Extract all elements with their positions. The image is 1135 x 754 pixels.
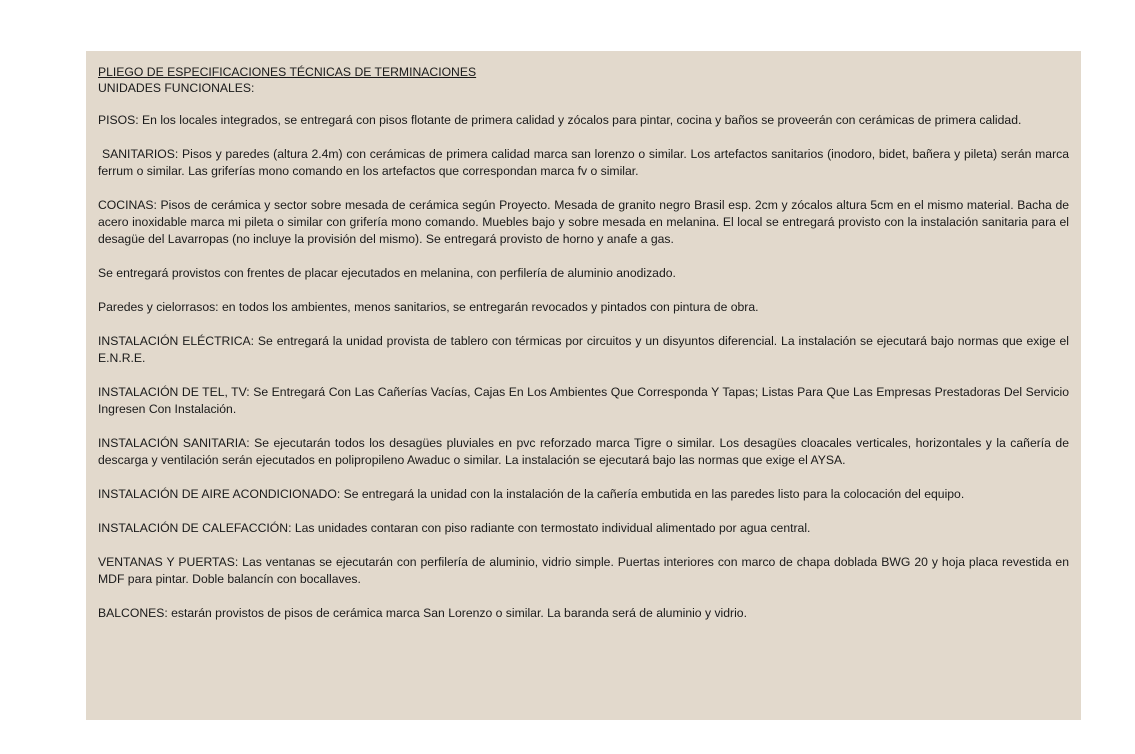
specifications-box [86, 51, 1081, 720]
paragraph-ventanas-puertas: VENTANAS Y PUERTAS: Las ventanas se ejecutarán con perfilería de aluminio, vidrio simple. Puertas interiores con marco de chapa doblada BWG 20 y hoja placa revestida en MDF para pintar. Doble balancín con bocallaves. [98, 555, 1069, 586]
paragraph-sanitarios: SANITARIOS: Pisos y paredes (altura 2.4m) con cerámicas de primera calidad marca san lorenzo o similar. Los artefactos sanitarios (inodoro, bidet, bañera y pileta) serán marca ferrum o similar. Las griferías mono comando en los artefactos que correspondan marca fv o similar. [98, 147, 1069, 178]
document-title: PLIEGO DE ESPECIFICACIONES TÉCNICAS DE TERMINACIONES [98, 65, 477, 79]
paragraph-aire-acondicionado: INSTALACIÓN DE AIRE ACONDICIONADO: Se entregará la unidad con la instalación de la cañería embutida en las paredes listo para la colocación del equipo. [98, 487, 965, 501]
document-subtitle: UNIDADES FUNCIONALES: [98, 81, 255, 95]
paragraph-instalacion-tel-tv: INSTALACIÓN DE TEL, TV: Se Entregará Con Las Cañerías Vacías, Cajas En Los Ambientes Que Corresponda Y Tapas; Listas Para Que Las Empresas Prestadoras Del Servicio Ingresen Con Instalación. [98, 385, 1069, 416]
paragraph-cocinas: COCINAS: Pisos de cerámica y sector sobre mesada de cerámica según Proyecto. Mesada de granito negro Brasil esp. 2cm y zócalos altura 5cm en el mismo material. Bacha de acero inoxidable marca mi pileta o similar con grifería mono comando. Muebles bajo y sobre mesada en melanina. El local se entregará provisto con la instalación sanitaria para el desagüe del Lavarropas (no incluye la provisión del mismo). Se entregará provisto de horno y anafe a gas. [98, 198, 1069, 246]
paragraph-instalacion-electrica: INSTALACIÓN ELÉCTRICA: Se entregará la unidad provista de tablero con térmicas por circuitos y un disyuntos diferencial. La instalación se ejecutará bajo normas que exige el E.N.R.E. [98, 334, 1069, 365]
paragraph-balcones: BALCONES: estarán provistos de pisos de cerámica marca San Lorenzo o similar. La baranda será de aluminio y vidrio. [98, 606, 747, 620]
paragraph-pisos: PISOS: En los locales integrados, se entregará con pisos flotante de primera calidad y zócalos para pintar, cocina y baños se proveerán con cerámicas de primera calidad. [98, 113, 1022, 127]
paragraph-paredes: Paredes y cielorrasos: en todos los ambientes, menos sanitarios, se entregarán revocados y pintados con pintura de obra. [98, 300, 759, 314]
paragraph-placares: Se entregará provistos con frentes de placar ejecutados en melanina, con perfilería de aluminio anodizado. [98, 266, 676, 280]
paragraph-calefaccion: INSTALACIÓN DE CALEFACCIÓN: Las unidades contaran con piso radiante con termostato individual alimentado por agua central. [98, 521, 811, 535]
paragraph-instalacion-sanitaria: INSTALACIÓN SANITARIA: Se ejecutarán todos los desagües pluviales en pvc reforzado marca Tigre o similar. Los desagües cloacales verticales, horizontales y la cañería de descarga y ventilación serán ejecutados en polipropileno Awaduc o similar. La instalación se ejecutará bajo las normas que exige el AYSA. [98, 436, 1069, 467]
